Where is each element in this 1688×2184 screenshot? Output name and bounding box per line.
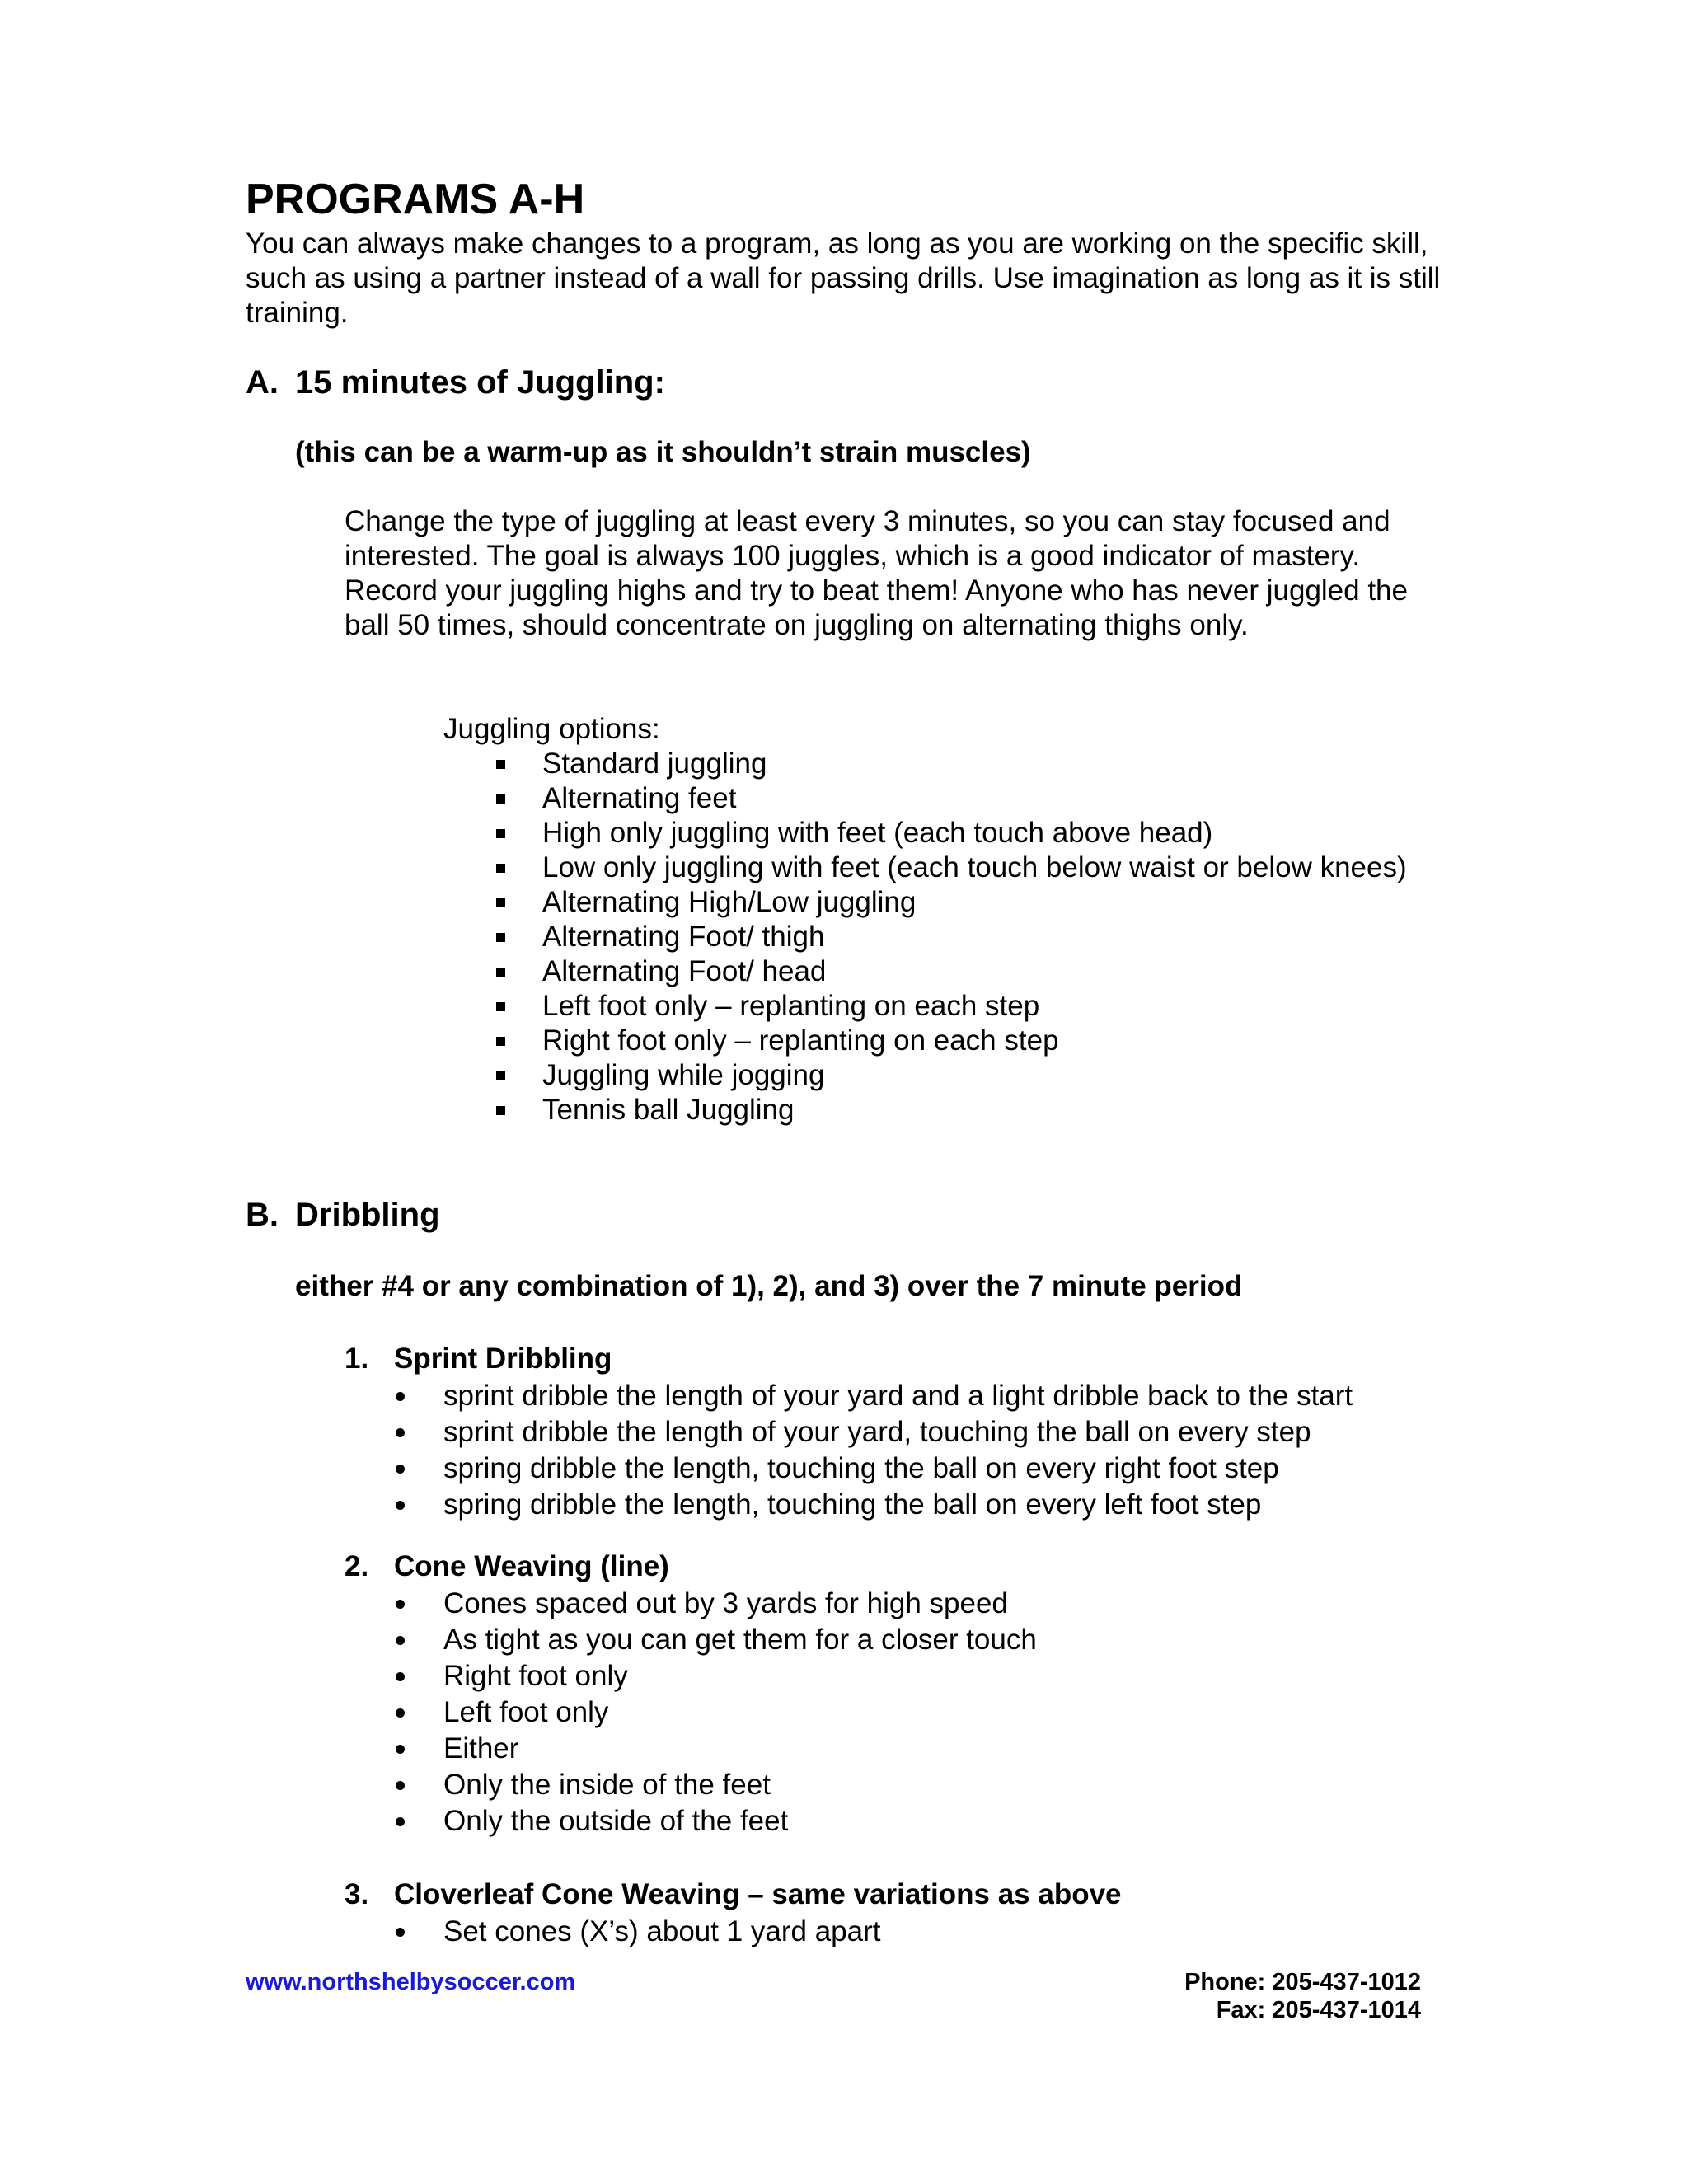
round-bullet-icon xyxy=(396,1672,405,1681)
square-bullet-icon xyxy=(496,1037,505,1046)
drill-3-heading: 3. Cloverleaf Cone Weaving – same variations as above xyxy=(345,1878,1122,1910)
square-bullet-icon xyxy=(496,864,505,873)
round-bullet-icon xyxy=(396,1745,405,1754)
website-link[interactable]: www.northshelbysoccer.com xyxy=(246,1969,576,1995)
section-b-note: either #4 or any combination of 1), 2), and 3) over the 7 minute period xyxy=(295,1270,1243,1302)
fax-number: Fax: 205-437-1014 xyxy=(1216,1997,1421,2023)
list-item: Set cones (X’s) about 1 yard apart xyxy=(394,1914,881,1950)
list-item: Alternating Foot/ head xyxy=(493,954,1416,989)
drill-1-list xyxy=(394,1378,1353,1523)
list-item: Alternating Foot/ thigh xyxy=(493,920,1416,954)
list-item: Either xyxy=(394,1731,1037,1767)
section-b-heading xyxy=(246,1195,440,1235)
contact-info xyxy=(1184,1968,1421,2024)
square-bullet-icon xyxy=(496,1002,505,1011)
list-item: Only the outside of the feet xyxy=(394,1803,1037,1840)
square-bullet-icon xyxy=(496,829,505,838)
juggling-options-list xyxy=(493,747,1416,1127)
square-bullet-icon xyxy=(496,933,505,942)
list-item: spring dribble the length, touching the ball on every right foot step xyxy=(394,1451,1353,1487)
list-item: As tight as you can get them for a closer touch xyxy=(394,1622,1037,1658)
phone-number: Phone: 205-437-1012 xyxy=(1184,1969,1421,1995)
list-item: Juggling while jogging xyxy=(493,1058,1416,1093)
drill-3-list xyxy=(394,1914,881,1950)
square-bullet-icon xyxy=(496,968,505,977)
round-bullet-icon xyxy=(396,1928,405,1937)
list-item: sprint dribble the length of your yard, touching the ball on every step xyxy=(394,1414,1353,1451)
page-title: PROGRAMS A-H xyxy=(246,176,585,223)
list-item: Only the inside of the feet xyxy=(394,1767,1037,1803)
drill-1-heading: 1. Sprint Dribbling xyxy=(345,1343,612,1375)
round-bullet-icon xyxy=(396,1465,405,1474)
square-bullet-icon xyxy=(496,1106,505,1115)
list-item: Left foot only xyxy=(394,1694,1037,1731)
section-a-heading xyxy=(246,363,665,402)
round-bullet-icon xyxy=(396,1600,405,1609)
drill-2-list xyxy=(394,1586,1037,1840)
round-bullet-icon xyxy=(396,1817,405,1826)
list-item: Alternating High/Low juggling xyxy=(493,885,1416,920)
section-a-title: 15 minutes of Juggling: xyxy=(295,364,665,401)
list-item: Tennis ball Juggling xyxy=(493,1093,1416,1127)
list-item: Left foot only – replanting on each step xyxy=(493,989,1416,1024)
drill-2-heading: 2. Cone Weaving (line) xyxy=(345,1550,669,1582)
square-bullet-icon xyxy=(496,794,505,804)
square-bullet-icon xyxy=(496,760,505,769)
section-a-note: (this can be a warm-up as it shouldn’t strain muscles) xyxy=(295,436,1031,468)
round-bullet-icon xyxy=(396,1501,405,1510)
list-item: spring dribble the length, touching the ball on every left foot step xyxy=(394,1487,1353,1523)
list-item: Right foot only – replanting on each step xyxy=(493,1024,1416,1058)
square-bullet-icon xyxy=(496,1071,505,1080)
round-bullet-icon xyxy=(396,1392,405,1401)
list-item: High only juggling with feet (each touch above head) xyxy=(493,816,1416,851)
section-b-letter: B. xyxy=(246,1197,279,1233)
section-a-paragraph: Change the type of juggling at least every 3 minutes, so you can stay focused and interested. The goal is always 100 juggles, which is a good indicator of mastery. Record your juggling highs and try to beat them! Anyone who has never juggled the ball 50 times, should concentrate on juggling on alternating thighs only. xyxy=(345,505,1408,641)
section-b-title: Dribbling xyxy=(295,1197,440,1233)
list-item: Cones spaced out by 3 yards for high speed xyxy=(394,1586,1037,1622)
section-a-letter: A. xyxy=(246,364,279,401)
round-bullet-icon xyxy=(396,1428,405,1437)
list-item: sprint dribble the length of your yard and a light dribble back to the start xyxy=(394,1378,1353,1414)
round-bullet-icon xyxy=(396,1636,405,1645)
intro-paragraph: You can always make changes to a program, as long as you are working on the specific skill, such as using a partner instead of a wall for passing drills. Use imagination as long as it is still training. xyxy=(246,227,1441,329)
list-item: Alternating feet xyxy=(493,781,1416,816)
juggling-options-label: Juggling options: xyxy=(443,713,660,745)
round-bullet-icon xyxy=(396,1708,405,1718)
list-item: Right foot only xyxy=(394,1658,1037,1694)
list-item: Low only juggling with feet (each touch below waist or below knees) xyxy=(493,851,1416,885)
round-bullet-icon xyxy=(396,1781,405,1790)
list-item: Standard juggling xyxy=(493,747,1416,781)
square-bullet-icon xyxy=(496,898,505,907)
